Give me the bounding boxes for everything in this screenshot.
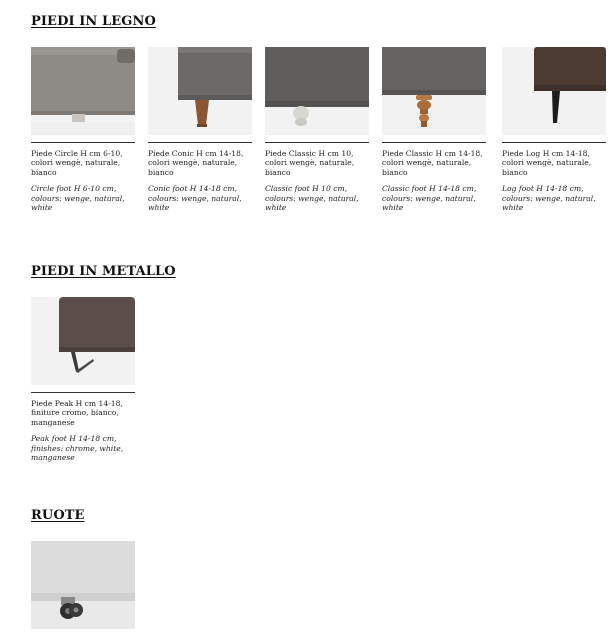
product-card-circle [31, 47, 135, 212]
log-foot-image [502, 47, 606, 135]
classic-foot-14-18-image [382, 47, 486, 135]
product-card-ruote [31, 541, 135, 629]
section-title-piedi-in-legno: PIEDI IN LEGNO [31, 14, 156, 29]
description-italian: Piede Classic H cm 14-18, colori wengè, naturale, bianco [382, 149, 483, 177]
divider [382, 142, 486, 143]
product-card-classic-10 [265, 47, 369, 212]
product-card-peak [31, 297, 135, 462]
description-english: Classic foot H 14-18 cm, colours: wenge, natural, white [382, 184, 477, 213]
section-title-piedi-in-metallo: PIEDI IN METALLO [31, 264, 176, 279]
description-italian: Piede Peak H cm 14-18, finiture cromo, bianco, manganese [31, 399, 123, 427]
description-italian: Piede Classic H cm 10, colori wengè, naturale, bianco [265, 149, 355, 177]
description-italian: Piede Log H cm 14-18, colori wengè, naturale, bianco [502, 149, 592, 177]
product-card-conic [148, 47, 252, 212]
peak-foot-image [31, 297, 135, 385]
description-english: Circle foot H 6-10 cm, colours: wenge, natural, white [31, 184, 125, 213]
product-card-classic-14-18 [382, 47, 486, 212]
classic-foot-10-image [265, 47, 369, 135]
description-english: Classic foot H 10 cm, colours: wenge, natural, white [265, 184, 359, 213]
description-english: Log foot H 14-18 cm, colours: wenge, natural, white [502, 184, 596, 213]
circle-foot-image [31, 47, 135, 135]
product-card-log [502, 47, 606, 212]
description-english: Peak foot H 14-18 cm, finishes: chrome, white, manganese [31, 434, 124, 463]
description-english: Conic foot H 14-18 cm, colours: wenge, natural, white [148, 184, 242, 213]
divider [31, 142, 135, 143]
section-title-ruote: RUOTE [31, 508, 85, 523]
divider [148, 142, 252, 143]
divider [502, 142, 606, 143]
divider [265, 142, 369, 143]
description-italian: Piede Conic H cm 14-18, colori wengè, naturale, bianco [148, 149, 244, 177]
conic-foot-image [148, 47, 252, 135]
caster-wheel-image [31, 541, 135, 629]
description-italian: Piede Circle H cm 6-10, colori wengè, naturale, bianco [31, 149, 123, 177]
divider [31, 392, 135, 393]
